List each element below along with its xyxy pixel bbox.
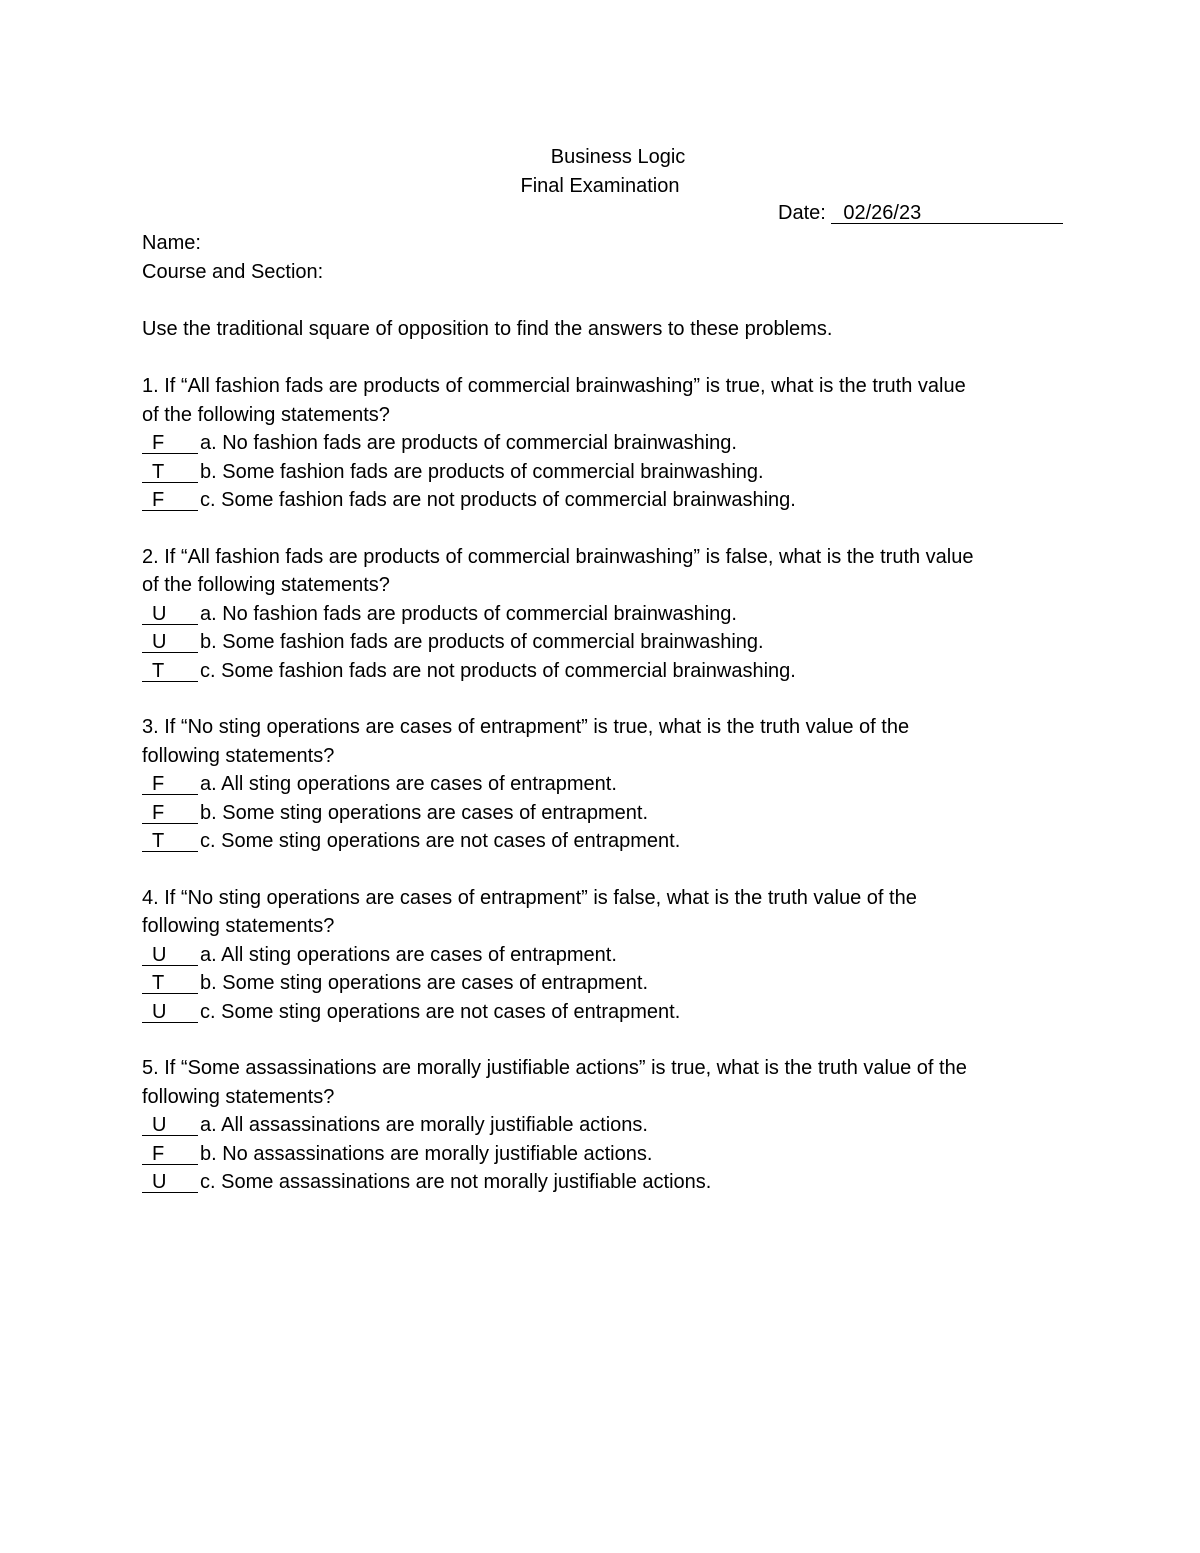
question-stem: 5. If “Some assassinations are morally justifiable actions” is true, what is the truth value of the (142, 1057, 967, 1079)
statement-text: b. Some sting operations are cases of entrapment. (200, 801, 649, 824)
answer-blank[interactable]: F (142, 490, 198, 511)
answer-blank[interactable]: U (142, 945, 198, 966)
statement-text: a. All assassinations are morally justifiable actions. (200, 1114, 648, 1137)
name-label: Name: (142, 232, 201, 254)
answer-item (142, 458, 764, 486)
date-value: 02/26/23 (831, 203, 1063, 224)
document-title: Business Logic (550, 146, 686, 168)
answer-item (142, 827, 680, 855)
course-section-label: Course and Section: (142, 261, 324, 283)
question-stem: 3. If “No sting operations are cases of entrapment” is true, what is the truth value of the (142, 716, 910, 738)
answer-blank[interactable]: F (142, 433, 198, 454)
answer-item (142, 1140, 652, 1168)
answer-blank[interactable]: T (142, 462, 198, 483)
answer-item (142, 998, 680, 1026)
question-stem: 1. If “All fashion fads are products of commercial brainwashing” is true, what is the truth value (142, 375, 966, 397)
document-subtitle: Final Examination (520, 175, 680, 197)
answer-item (142, 628, 764, 656)
question-stem-continued: following statements? (142, 744, 335, 767)
answer-blank[interactable]: T (142, 973, 198, 994)
answer-item (142, 657, 796, 685)
statement-text: a. All sting operations are cases of entrapment. (200, 773, 617, 796)
date-field (778, 199, 1063, 227)
statement-text: b. Some sting operations are cases of entrapment. (200, 972, 649, 995)
statement-text: a. No fashion fads are products of commercial brainwashing. (200, 432, 737, 455)
answer-item (142, 969, 648, 997)
date-label: Date: (778, 202, 826, 224)
statement-text: a. No fashion fads are products of commercial brainwashing. (200, 602, 737, 625)
answer-blank[interactable]: U (142, 604, 198, 625)
statement-text: c. Some sting operations are not cases of entrapment. (200, 1000, 681, 1023)
statement-text: a. All sting operations are cases of entrapment. (200, 943, 617, 966)
answer-blank[interactable]: F (142, 1144, 198, 1165)
statement-text: b. Some fashion fads are products of commercial brainwashing. (200, 460, 764, 483)
answer-item (142, 1168, 711, 1196)
question-stem: 4. If “No sting operations are cases of entrapment” is false, what is the truth value of the (142, 886, 917, 909)
statement-text: c. Some fashion fads are not products of commercial brainwashing. (200, 659, 796, 682)
question-stem-continued: of the following statements? (142, 403, 390, 426)
answer-blank[interactable]: U (142, 1115, 198, 1136)
answer-item (142, 1111, 648, 1139)
statement-text: b. No assassinations are morally justifiable actions. (200, 1142, 653, 1165)
statement-text: c. Some sting operations are not cases of entrapment. (200, 830, 681, 853)
statement-text: c. Some fashion fads are not products of commercial brainwashing. (200, 489, 796, 512)
statement-text: c. Some assassinations are not morally justifiable actions. (200, 1171, 712, 1194)
answer-blank[interactable]: T (142, 661, 198, 682)
question-stem-continued: of the following statements? (142, 574, 390, 597)
answer-item (142, 799, 648, 827)
question-stem-continued: following statements? (142, 1085, 335, 1108)
answer-blank[interactable]: T (142, 831, 198, 852)
question-stem: 2. If “All fashion fads are products of commercial brainwashing” is false, what is the truth value (142, 545, 974, 568)
answer-blank[interactable]: U (142, 632, 198, 653)
answer-item (142, 600, 737, 628)
answer-blank[interactable]: F (142, 774, 198, 795)
answer-item (142, 486, 796, 514)
answer-blank[interactable]: U (142, 1002, 198, 1023)
statement-text: b. Some fashion fads are products of commercial brainwashing. (200, 631, 764, 654)
question-stem-continued: following statements? (142, 915, 335, 938)
answer-item (142, 429, 737, 457)
answer-item (142, 941, 617, 969)
answer-blank[interactable]: F (142, 803, 198, 824)
answer-blank[interactable]: U (142, 1172, 198, 1193)
instructions: Use the traditional square of opposition to find the answers to these problems. (142, 318, 833, 340)
answer-item (142, 770, 617, 798)
